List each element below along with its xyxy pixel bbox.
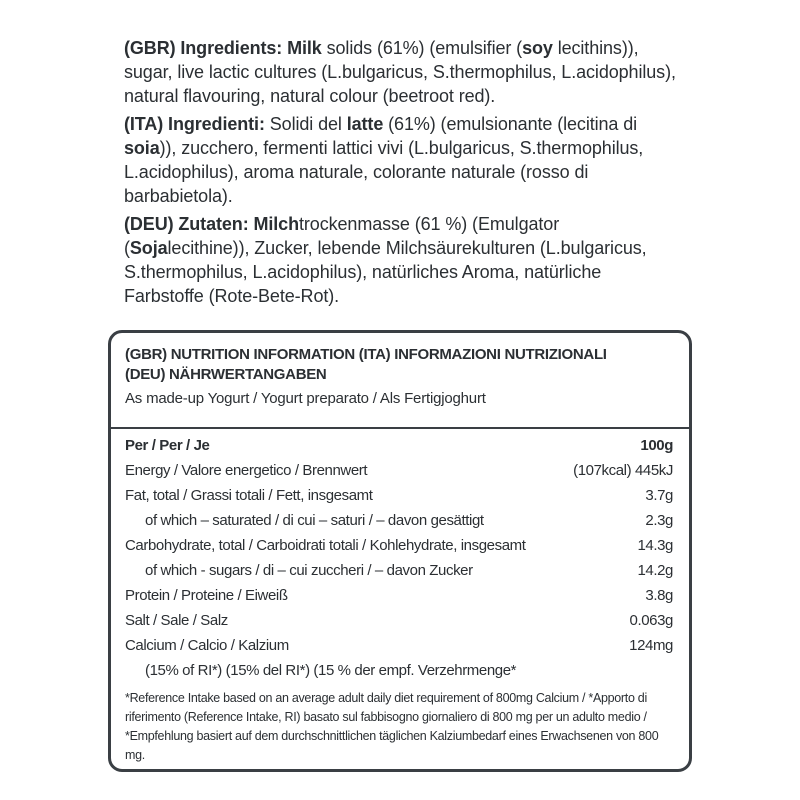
ingredients-ita-text-3: )), zucchero, fermenti lattici vivi (L.bulgaricus, S.thermophilus, L.acidophilus), aroma naturale, colorante naturale (rosso di barbabietola). xyxy=(124,138,644,206)
nutrition-label xyxy=(108,330,692,772)
row-name: Calcium / Calcio / Kalzium xyxy=(125,637,289,654)
nutrition-title-line2: (DEU) NÄHRWERTANGABEN xyxy=(125,366,327,383)
row-name: Energy / Valore energetico / Brennwert xyxy=(125,462,368,479)
ingredients-gbr-text: solids (61%) (emulsifier ( xyxy=(321,38,523,58)
table-row xyxy=(125,658,673,683)
ingredients-deu xyxy=(124,212,684,308)
table-row xyxy=(125,633,673,658)
ingredients-ita-text-2: (61%) (emulsionante (lecitina di xyxy=(383,114,638,134)
ingredients-ita-heading: (ITA) Ingredienti: xyxy=(124,114,265,134)
row-value: 124mg xyxy=(629,637,673,654)
allergen-soja: Soja xyxy=(129,238,168,258)
row-value: 3.8g xyxy=(645,587,673,604)
nutrition-title-line1: (GBR) NUTRITION INFORMATION (ITA) INFORMAZIONI NUTRIZIONALI xyxy=(125,346,607,363)
ingredients-gbr xyxy=(124,36,684,108)
ingredients-deu-text-2: lecithine)), Zucker, lebende Milchsäurekulturen (L.bulgaricus, S.thermophilus, L.acidophilus), natürliches Aroma, natürliche Farbstoffe (Rote-Bete-Rot). xyxy=(124,238,647,306)
row-value: 2.3g xyxy=(645,512,673,529)
ingredients-section xyxy=(124,36,684,312)
row-name: Protein / Proteine / Eiweiß xyxy=(125,587,288,604)
row-value: 100g xyxy=(640,437,673,454)
row-name: Per / Per / Je xyxy=(125,437,210,454)
nutrition-table xyxy=(125,433,673,683)
table-row xyxy=(125,483,673,508)
allergen-latte: latte xyxy=(346,114,384,134)
table-row xyxy=(125,433,673,458)
table-row xyxy=(125,608,673,633)
ingredients-deu-text: trockenmasse (61 %) (Emulgator ( xyxy=(124,214,560,258)
nutrition-divider xyxy=(111,427,689,429)
row-value: 14.2g xyxy=(637,562,673,579)
row-value: 0.063g xyxy=(629,612,673,629)
ingredients-gbr-heading: (GBR) Ingredients: Milk xyxy=(124,38,322,58)
table-row xyxy=(125,508,673,533)
table-row xyxy=(125,583,673,608)
row-name: Fat, total / Grassi totali / Fett, insgesamt xyxy=(125,487,373,504)
allergen-soia: soia xyxy=(124,138,160,158)
table-row xyxy=(125,458,673,483)
row-value: 3.7g xyxy=(645,487,673,504)
ingredients-deu-heading: (DEU) Zutaten: Milch xyxy=(124,214,299,234)
ingredients-gbr-text-2: lecithins)), sugar, live lactic cultures (L.bulgaricus, S.thermophilus, L.acidophilus), natural flavouring, natural colour (beetroot red). xyxy=(124,38,676,106)
row-name: of which – saturated / di cui – saturi / – davon gesättigt xyxy=(145,512,484,529)
row-name: Carbohydrate, total / Carboidrati totali / Kohlehydrate, insgesamt xyxy=(125,537,526,554)
nutrition-subtitle: As made-up Yogurt / Yogurt preparato / Als Fertigjoghurt xyxy=(125,390,486,407)
nutrition-title xyxy=(125,345,675,385)
ingredients-ita-text: Solidi del xyxy=(264,114,347,134)
row-value: (107kcal) 445kJ xyxy=(573,462,673,479)
row-name: of which - sugars / di – cui zuccheri / – davon Zucker xyxy=(145,562,473,579)
nutrition-header xyxy=(125,345,675,409)
table-row xyxy=(125,533,673,558)
row-name: (15% of RI*) (15% del RI*) (15 % der empf. Verzehrmenge* xyxy=(145,662,517,679)
row-name: Salt / Sale / Salz xyxy=(125,612,228,629)
ingredients-ita xyxy=(124,112,684,208)
allergen-soy: soy xyxy=(522,38,553,58)
row-value: 14.3g xyxy=(637,537,673,554)
table-row xyxy=(125,558,673,583)
nutrition-footnote: *Reference Intake based on an average adult daily diet requirement of 800mg Calcium / *Apporto di riferimento (Reference Intake, RI) basato sul fabbisogno giornaliero di 800 mg per un adulto medio / *Empfehlung basiert auf dem durchschnittlichen täglichen Kalziumbedarf eines Erwachsenen von 800 mg. xyxy=(125,691,659,762)
